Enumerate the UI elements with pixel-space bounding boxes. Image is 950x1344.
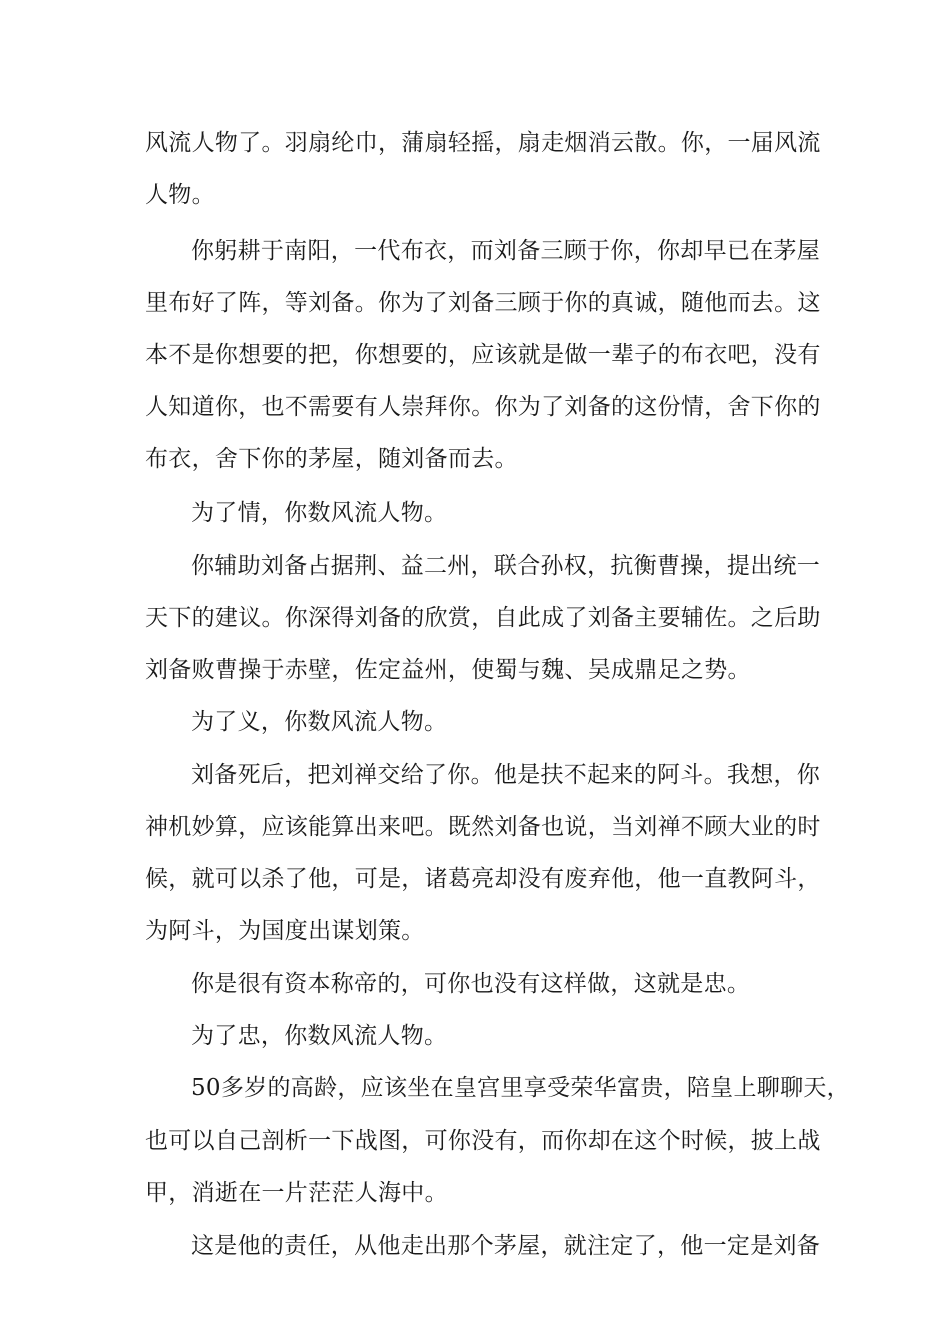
paragraph-start: 为了情，你数风流人物。	[191, 500, 448, 526]
paragraph-start: 这是他的责任，从他走出那个茅屋，就注定了，他一定是刘备	[191, 1233, 821, 1259]
paragraph-start: 你是很有资本称帝的，可你也没有这样做，这就是忠。	[191, 971, 751, 997]
text-line: 里布好了阵，等刘备。你为了刘备三顾于你的真诚，随他而去。这	[145, 290, 821, 316]
paragraph-start: 为了义，你数风流人物。	[191, 709, 448, 735]
text-line: 神机妙算，应该能算出来吧。既然刘备也说，当刘禅不顾大业的时	[145, 814, 821, 840]
paragraph-start: 刘备死后，把刘禅交给了你。他是扶不起来的阿斗。我想，你	[191, 762, 821, 788]
text-line: 人物。	[145, 182, 215, 208]
text-line: 也可以自己剖析一下战图，可你没有，而你却在这个时候，披上战	[145, 1128, 821, 1154]
paragraph-start: 50多岁的高龄，应该坐在皇宫里享受荣华富贵，陪皇上聊聊天，	[191, 1075, 850, 1101]
text-line: 人知道你，也不需要有人崇拜你。你为了刘备的这份情，舍下你的	[145, 394, 821, 420]
text-line: 布衣，舍下你的茅屋，随刘备而去。	[145, 446, 518, 472]
text-line: 甲，消逝在一片茫茫人海中。	[145, 1180, 448, 1206]
text-line: 刘备败曹操于赤壁，佐定益州，使蜀与魏、吴成鼎足之势。	[145, 657, 751, 683]
paragraph-start: 为了忠，你数风流人物。	[191, 1023, 448, 1049]
text-line: 本不是你想要的把，你想要的，应该就是做一辈子的布衣吧，没有	[145, 342, 821, 368]
paragraph-start: 你躬耕于南阳，一代布衣，而刘备三顾于你，你却早已在茅屋	[191, 238, 821, 264]
text-line: 为阿斗，为国度出谋划策。	[145, 918, 425, 944]
text-line: 候，就可以杀了他，可是，诸葛亮却没有废弃他，他一直教阿斗，	[145, 866, 821, 892]
text-line: 天下的建议。你深得刘备的欣赏，自此成了刘备主要辅佐。之后助	[145, 605, 821, 631]
paragraph-start: 你辅助刘备占据荆、益二州，联合孙权，抗衡曹操，提出统一	[191, 553, 821, 579]
text-line: 风流人物了。羽扇纶巾，蒲扇轻摇，扇走烟消云散。你，一届风流	[145, 130, 821, 156]
